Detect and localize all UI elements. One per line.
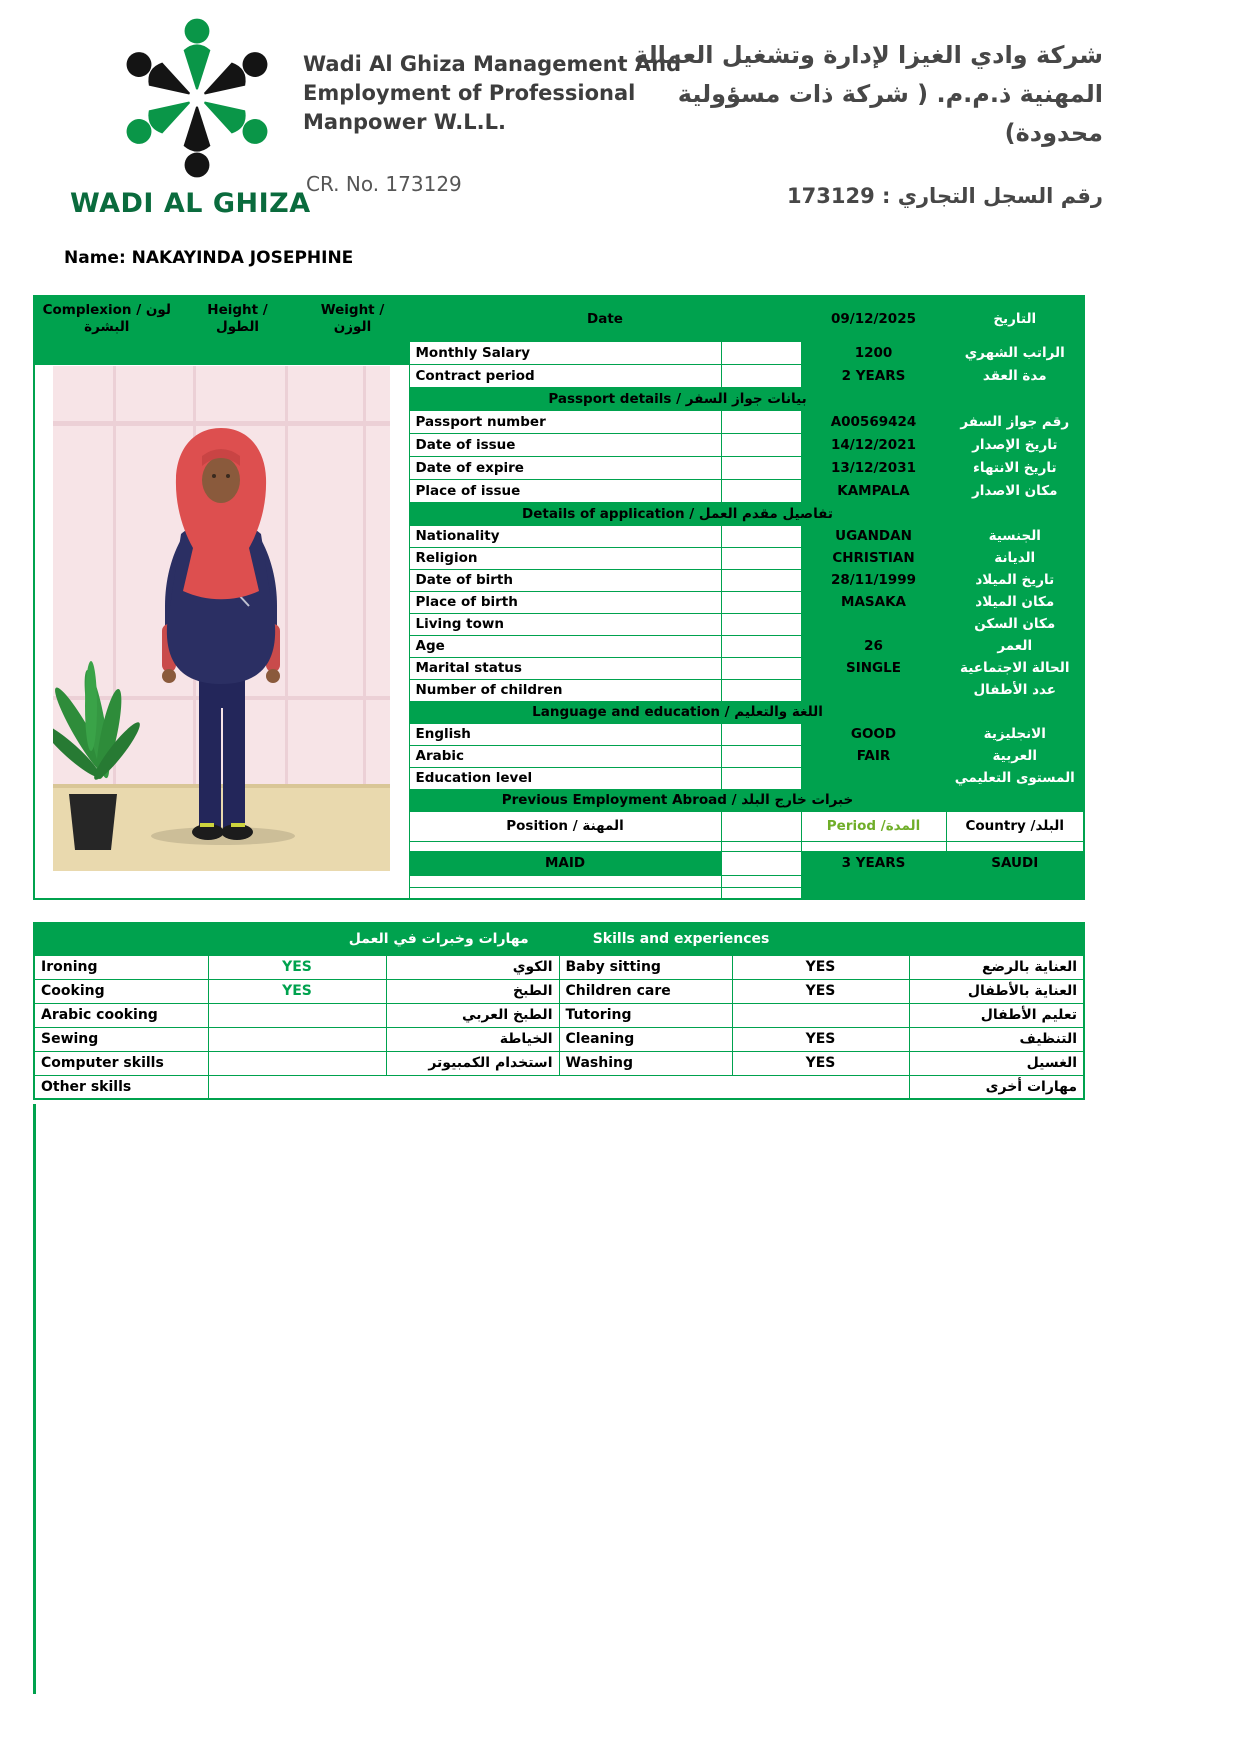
skill-label-ar: التنظيف <box>909 1027 1084 1051</box>
empty-cell <box>721 410 801 433</box>
skill-value: YES <box>732 1051 909 1075</box>
company-name-en-line2: Employment of Professional <box>303 81 636 105</box>
empty-cell <box>721 767 801 789</box>
empty-cell <box>721 569 801 591</box>
skill-label-ar: العناية بالأطفال <box>909 979 1084 1003</box>
skill-label-ar: الخياطة <box>386 1027 559 1051</box>
field-value: 2 YEARS <box>801 364 946 387</box>
field-label-ar: الراتب الشهري <box>946 341 1084 364</box>
empty-cell <box>946 387 1084 410</box>
cr-number-en: CR. No. 173129 <box>306 172 462 196</box>
field-label: Arabic <box>409 745 721 767</box>
field-label: Passport number <box>409 410 721 433</box>
empty-cell <box>721 841 801 851</box>
skill-value: YES <box>732 1027 909 1051</box>
skill-label: Ironing <box>34 955 208 979</box>
skill-label: Arabic cooking <box>34 1003 208 1027</box>
height-header: Height / الطول <box>179 296 296 341</box>
empty-cell <box>946 887 1084 899</box>
company-name-ar-line2: المهنية ذ.م.م. ( شركة ذات مسؤولية <box>677 80 1103 108</box>
skill-label-ar: استخدام الكمبيوتر <box>386 1051 559 1075</box>
employment-period-value: 3 YEARS <box>801 851 946 875</box>
skill-label: Other skills <box>34 1075 208 1099</box>
field-value: 1200 <box>801 341 946 364</box>
empty-cell <box>946 789 1084 811</box>
cr-number-ar: رقم السجل التجاري : 173129 <box>787 184 1103 208</box>
bio-table <box>33 295 1085 900</box>
field-value: UGANDAN <box>801 525 946 547</box>
field-label: Living town <box>409 613 721 635</box>
empty-cell <box>721 613 801 635</box>
section-header-language: Language and education / اللغة والتعليم <box>409 701 946 723</box>
field-label-ar: مكان الميلاد <box>946 591 1084 613</box>
field-value: KAMPALA <box>801 479 946 502</box>
field-label-ar: الحالة الاجتماعية <box>946 657 1084 679</box>
field-label: Religion <box>409 547 721 569</box>
empty-cell <box>721 887 801 899</box>
empty-cell <box>721 364 801 387</box>
field-label: Place of issue <box>409 479 721 502</box>
field-value: 28/11/1999 <box>801 569 946 591</box>
skill-value: YES <box>732 955 909 979</box>
skill-value: YES <box>208 955 386 979</box>
field-label-ar: الجنسية <box>946 525 1084 547</box>
company-name-en <box>303 50 681 137</box>
empty-cell <box>34 341 179 364</box>
field-label: English <box>409 723 721 745</box>
country-column-header: Country /البلد <box>946 811 1084 841</box>
skill-label-ar: مهارات أخرى <box>909 1075 1084 1099</box>
skill-label-ar: الطبخ العربي <box>386 1003 559 1027</box>
skill-label: Washing <box>559 1051 732 1075</box>
field-label-ar: عدد الأطفال <box>946 679 1084 701</box>
empty-cell <box>946 502 1084 525</box>
field-value <box>801 613 946 635</box>
field-label-ar: الانجليزية <box>946 723 1084 745</box>
skill-label: Cooking <box>34 979 208 1003</box>
empty-cell <box>721 525 801 547</box>
empty-cell <box>409 875 721 887</box>
period-column-header: Period /المدة <box>801 811 946 841</box>
skills-header <box>34 923 1084 955</box>
company-name-ar-line1: شركة وادي الغيزا لإدارة وتشغيل العمالة <box>634 41 1103 69</box>
empty-cell <box>721 479 801 502</box>
section-header-passport: Passport details / بيانات جواز السفر <box>409 387 946 410</box>
left-margin-rule <box>33 1104 36 1694</box>
skill-label-ar: الطبخ <box>386 979 559 1003</box>
field-label-ar: تاريخ الميلاد <box>946 569 1084 591</box>
skill-label: Sewing <box>34 1027 208 1051</box>
date-value: 09/12/2025 <box>801 296 946 341</box>
empty-cell <box>721 456 801 479</box>
field-value: FAIR <box>801 745 946 767</box>
company-name-en-line3: Manpower W.L.L. <box>303 110 506 134</box>
employment-position-value: MAID <box>409 851 721 875</box>
field-value: GOOD <box>801 723 946 745</box>
skill-label: Cleaning <box>559 1027 732 1051</box>
date-label: Date <box>409 296 801 341</box>
field-label-ar: مكان الاصدار <box>946 479 1084 502</box>
field-label: Marital status <box>409 657 721 679</box>
company-name-en-line1: Wadi Al Ghiza Management And <box>303 52 682 76</box>
empty-cell <box>721 745 801 767</box>
empty-cell <box>721 811 801 841</box>
skill-value: YES <box>208 979 386 1003</box>
skills-header-ar: مهارات وخبرات في العمل <box>348 931 529 948</box>
field-label: Nationality <box>409 525 721 547</box>
position-column-header: Position / المهنة <box>409 811 721 841</box>
field-value: CHRISTIAN <box>801 547 946 569</box>
field-value: MASAKA <box>801 591 946 613</box>
field-label: Date of issue <box>409 433 721 456</box>
field-value <box>801 679 946 701</box>
date-label-ar: التاريخ <box>946 296 1084 341</box>
empty-cell <box>721 679 801 701</box>
applicant-name-value: NAKAYINDA JOSEPHINE <box>131 248 354 268</box>
empty-cell <box>721 591 801 613</box>
empty-cell <box>801 841 946 851</box>
field-label: Number of children <box>409 679 721 701</box>
empty-cell <box>946 841 1084 851</box>
skills-table <box>33 922 1085 1100</box>
field-label: Date of expire <box>409 456 721 479</box>
empty-cell <box>801 887 946 899</box>
empty-cell <box>946 701 1084 723</box>
skills-header-en: Skills and experiences <box>592 931 770 948</box>
skill-value: YES <box>732 979 909 1003</box>
empty-cell <box>296 341 409 364</box>
skill-label-ar: تعليم الأطفال <box>909 1003 1084 1027</box>
field-label-ar: مكان السكن <box>946 613 1084 635</box>
section-header-application: Details of application / تفاصيل مقدم العمل <box>409 502 946 525</box>
empty-cell <box>208 1075 909 1099</box>
skill-label: Baby sitting <box>559 955 732 979</box>
empty-cell <box>721 547 801 569</box>
empty-cell <box>721 851 801 875</box>
field-label-ar: المستوى التعليمي <box>946 767 1084 789</box>
company-name-ar <box>634 36 1103 153</box>
field-label: Date of birth <box>409 569 721 591</box>
empty-cell <box>801 875 946 887</box>
field-label: Age <box>409 635 721 657</box>
field-value <box>801 767 946 789</box>
skill-label-ar: الكوي <box>386 955 559 979</box>
applicant-name-label: Name: <box>64 248 126 268</box>
field-value: 13/12/2031 <box>801 456 946 479</box>
field-label-ar: الديانة <box>946 547 1084 569</box>
field-value: 26 <box>801 635 946 657</box>
field-label-ar: مدة العقد <box>946 364 1084 387</box>
field-label: Place of birth <box>409 591 721 613</box>
empty-cell <box>721 723 801 745</box>
applicant-name <box>64 248 353 268</box>
applicant-photo-cell <box>34 364 409 899</box>
empty-cell <box>721 341 801 364</box>
field-value: A00569424 <box>801 410 946 433</box>
skill-value <box>732 1003 909 1027</box>
empty-cell <box>946 875 1084 887</box>
skill-label-ar: العناية بالرضع <box>909 955 1084 979</box>
field-label-ar: العمر <box>946 635 1084 657</box>
skill-value <box>208 1027 386 1051</box>
empty-cell <box>409 887 721 899</box>
skill-label: Computer skills <box>34 1051 208 1075</box>
field-label: Education level <box>409 767 721 789</box>
complexion-header: Complexion / لون البشرة <box>34 296 179 341</box>
empty-cell <box>179 341 296 364</box>
field-label-ar: رقم جواز السفر <box>946 410 1084 433</box>
company-wordmark: WADI AL GHIZA <box>70 188 311 219</box>
field-label-ar: العربية <box>946 745 1084 767</box>
empty-cell <box>721 635 801 657</box>
empty-cell <box>721 875 801 887</box>
company-logo <box>103 10 291 186</box>
field-label: Contract period <box>409 364 721 387</box>
skill-label: Tutoring <box>559 1003 732 1027</box>
weight-header: Weight /الوزن <box>296 296 409 341</box>
empty-cell <box>721 657 801 679</box>
field-label-ar: تاريخ الانتهاء <box>946 456 1084 479</box>
applicant-photo <box>53 366 390 871</box>
skill-value <box>208 1003 386 1027</box>
field-value: 14/12/2021 <box>801 433 946 456</box>
skill-label-ar: الغسيل <box>909 1051 1084 1075</box>
field-label-ar: تاريخ الإصدار <box>946 433 1084 456</box>
skill-value <box>208 1051 386 1075</box>
empty-cell <box>409 841 721 851</box>
skill-label: Children care <box>559 979 732 1003</box>
company-name-ar-line3: محدودة) <box>1004 119 1103 147</box>
empty-cell <box>721 433 801 456</box>
field-value: SINGLE <box>801 657 946 679</box>
section-header-employment: Previous Employment Abroad / خبرات خارج البلد <box>409 789 946 811</box>
field-label: Monthly Salary <box>409 341 721 364</box>
employment-country-value: SAUDI <box>946 851 1084 875</box>
